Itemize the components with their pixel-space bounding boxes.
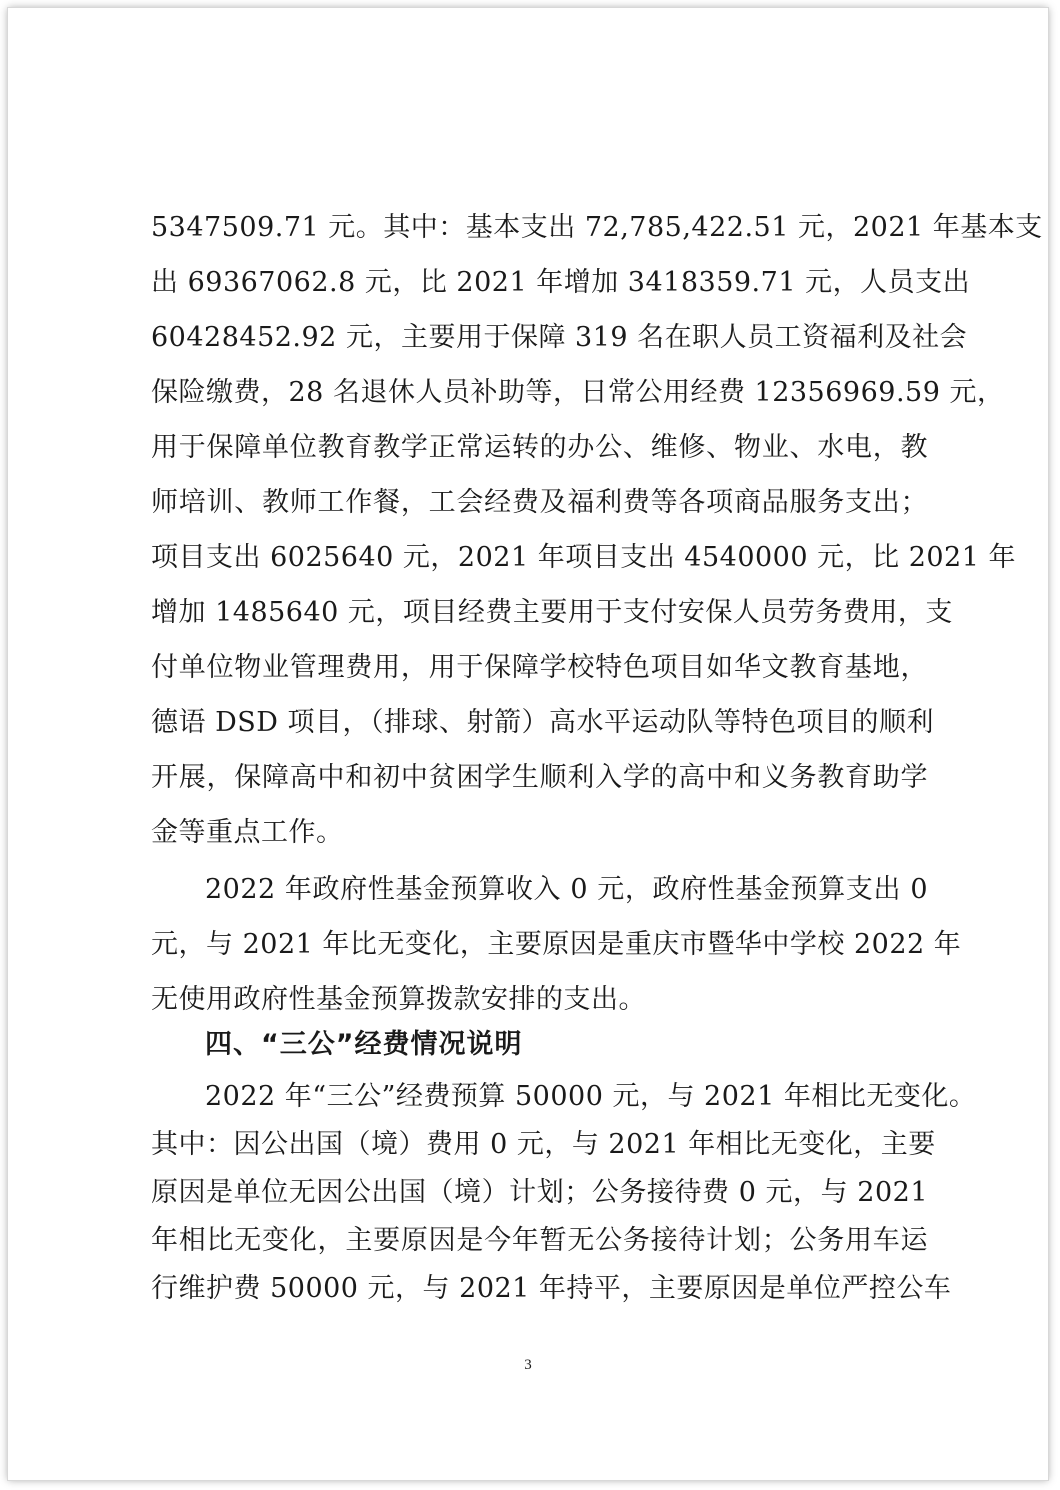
paragraph-line: 无使用政府性基金预算拨款安排的支出。 <box>151 984 646 1015</box>
section-heading: 四、“三公”经费情况说明 <box>205 1029 523 1060</box>
paragraph-line: 项目支出 6025640 元，2021 年项目支出 4540000 元，比 2021 年 <box>151 542 1016 573</box>
paragraph-line: 用于保障单位教育教学正常运转的办公、维修、物业、水电，教 <box>151 432 928 463</box>
paragraph-line: 2022 年“三公”经费预算 50000 元，与 2021 年相比无变化。 <box>205 1081 977 1112</box>
paragraph-line: 原因是单位无因公出国（境）计划；公务接待费 0 元，与 2021 <box>151 1177 928 1208</box>
paragraph-line: 德语 DSD 项目，（排球、射箭）高水平运动队等特色项目的顺利 <box>151 707 934 738</box>
paragraph-line: 增加 1485640 元，项目经费主要用于支付安保人员劳务费用，支 <box>151 597 953 628</box>
paragraph-line: 5347509.71 元。其中：基本支出 72,785,422.51 元，2021 年基本支 <box>151 212 1043 243</box>
paragraph-line: 行维护费 50000 元，与 2021 年持平，主要原因是单位严控公车 <box>151 1273 952 1304</box>
paragraph-line: 2022 年政府性基金预算收入 0 元，政府性基金预算支出 0 <box>205 874 928 905</box>
document-page <box>8 8 1048 1480</box>
page-number: 3 <box>524 1357 532 1373</box>
paragraph-line: 保险缴费，28 名退休人员补助等，日常公用经费 12356969.59 元， <box>151 377 1005 408</box>
paragraph-line: 开展，保障高中和初中贫困学生顺利入学的高中和义务教育助学 <box>151 762 928 793</box>
paragraph-line: 60428452.92 元，主要用于保障 319 名在职人员工资福利及社会 <box>151 322 968 353</box>
paragraph-line: 师培训、教师工作餐，工会经费及福利费等各项商品服务支出； <box>151 487 928 518</box>
paragraph-line: 出 69367062.8 元，比 2021 年增加 3418359.71 元，人员支出 <box>151 267 971 298</box>
paragraph-line: 年相比无变化，主要原因是今年暂无公务接待计划；公务用车运 <box>151 1225 928 1256</box>
paragraph-line: 其中：因公出国（境）费用 0 元，与 2021 年相比无变化，主要 <box>151 1129 936 1160</box>
paragraph-line: 付单位物业管理费用，用于保障学校特色项目如华文教育基地， <box>151 652 928 683</box>
paragraph-line: 金等重点工作。 <box>151 817 344 848</box>
paragraph-line: 元，与 2021 年比无变化，主要原因是重庆市暨华中学校 2022 年 <box>151 929 962 960</box>
